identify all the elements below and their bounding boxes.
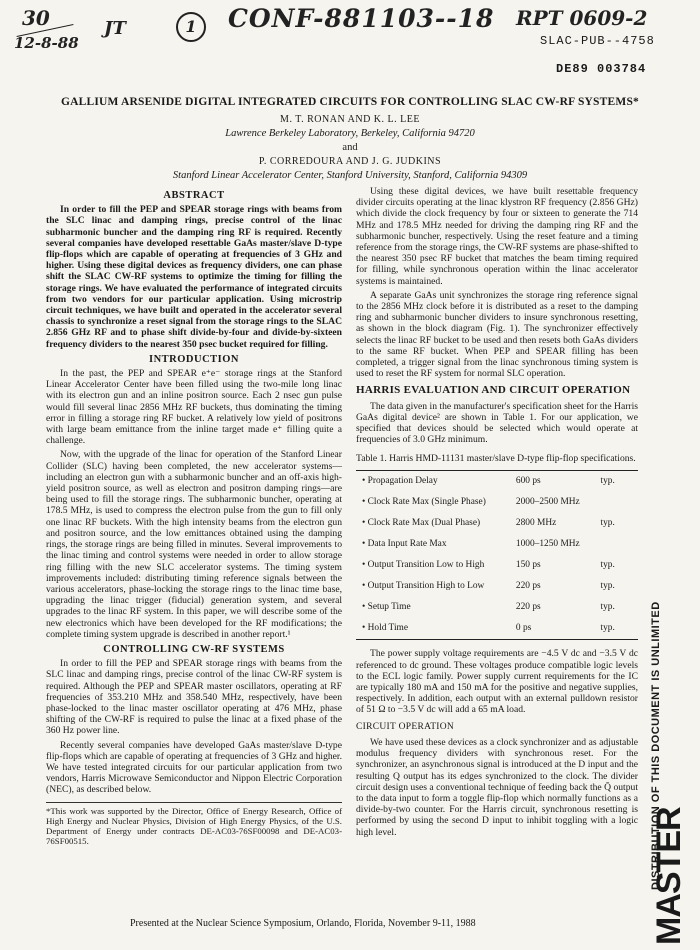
introduction-heading: INTRODUCTION <box>148 353 239 365</box>
table-row <box>356 471 638 493</box>
report-stamp: RPT 0609-2 <box>516 6 648 30</box>
table-unit-cell: typ. <box>600 581 615 592</box>
table-param-cell: • Setup Time <box>362 602 411 613</box>
left-column <box>46 186 342 846</box>
table-unit-cell <box>599 492 638 513</box>
harris-heading: HARRIS EVALUATION AND CIRCUIT OPERATION <box>356 384 631 397</box>
footnote: *This work was supported by the Director, Office of Energy Research, Office of High Energy and Nuclear Physics, Division of High Energy Physics, of the U.S. Department of Energy under contracts DE-AC03-76SF00098 and DE-AC03-76SF00515. <box>46 802 342 846</box>
table-unit-cell <box>599 534 638 555</box>
right-paragraph-3: The data given in the manufacturer's specification sheet for the Harris GaAs digital device² are shown in Table 1. For our application, we specified that devices should be selected which would operate at frequencies of 3.0 GHz minimum. <box>356 400 638 446</box>
table-value-cell: 220 ps <box>515 602 541 613</box>
table-param-cell: • Output Transition Low to High <box>362 560 485 571</box>
table-value-cell: 1000–1250 MHz <box>515 539 580 550</box>
table-caption: Table 1. Harris HMD-11131 master/slave D-type flip-flop specifications. <box>356 453 636 465</box>
right-paragraph-2: A separate GaAs unit synchronizes the storage ring reference signal to the 2856 MHz clock before it is distributed as a reset to the damping ring and subharmonic buncher dividers to insure synchronous resetting, as shown in the block diagram (Fig. 1). The synchronizer effectively selects the linac RF bucket to be used and then resets both GaAs dividers to the same RF bucket. When PEP and SPEAR filling has been completed, a trigger signal from the linac synchronous timing system is used to reset the RF system for normal SLC operation. <box>356 289 638 380</box>
handwritten-circled-number: 1 <box>176 12 206 42</box>
right-paragraph-5: We have used these devices as a clock synchronizer and as adjustable modulus frequency dividers with synchronous reset. For the synchronizer, an asynchronous signal is introduced at the D input and the resulting Q output has its edges synchronized to the clock. The divider circuit design uses a conventional technique of feeding back the Q̄ output to the data input to form a toggle flip-flop which normally functions as a divide-by-two counter. For the Harris circuit, synchronous resetting is performed by using the second D input to inhibit toggling with a logic high level. <box>356 736 638 838</box>
intro-paragraph-1: In the past, the PEP and SPEAR e⁺e⁻ storage rings at the Stanford Linear Accelerator Center have been filled using the two-mile long linac with its electron gun and an inline positron source. Each 2 nsec gun pulse would fill several linac 2856 MHz RF buckets, thus dominating the timing error in filling a storage ring RF bucket. A relatively low yield of positrons with large beam emittance from the inline target made e⁺ filling quite a challenge. <box>46 368 342 447</box>
table-value-cell: 0 ps <box>514 618 599 640</box>
handwritten-conf-number: CONF-881103--18 <box>228 4 495 33</box>
abstract-heading: ABSTRACT <box>163 190 225 201</box>
footer-presented-at: Presented at the Nuclear Science Symposium, Orlando, Florida, November 9-11, 1988 <box>130 918 476 929</box>
table-value-cell: 150 ps <box>515 560 541 571</box>
handwritten-date-top: 30 <box>22 6 50 30</box>
table-param-cell: • Data Input Rate Max <box>362 539 447 550</box>
table-param-cell: • Clock Rate Max (Single Phase) <box>362 497 486 508</box>
right-paragraph-4: The power supply voltage requirements are −4.5 V dc and −3.5 V dc referenced to dc ground. These voltages produce compatible logic levels to the ECL logic family. Power supply current requirements for the IC are typically 180 mA and 150 mA for the positive and negative supplies, respectively. In addition, each output with an external pulldown resistor of 51 Ω to −3.5 V dc will add a 65 mA load. <box>356 648 638 716</box>
handwritten-date-bottom: 12-8-88 <box>14 34 79 52</box>
controlling-paragraph-1: In order to fill the PEP and SPEAR storage rings with beams from the SLC linac and damping rings, precise control of the linac CW-RF system is required. Although the PEP and SPEAR master oscillators, operating at RF frequencies of 353.210 MHz and 358.540 MHz, respectively, have been phase-locked to the linac master oscillator operating at 476 MHz, phase shifting of the CW-RF is required to pulse the linac at a fixed phase of the 360 Hz power line. <box>46 658 342 737</box>
table-row <box>356 534 638 555</box>
authors-and: and <box>342 142 358 153</box>
table-param-cell: • Hold Time <box>356 618 514 640</box>
table-row <box>356 555 638 576</box>
table-unit-cell: typ. <box>599 618 638 640</box>
table-row <box>356 513 638 534</box>
right-column <box>356 186 638 841</box>
affiliation-1: Lawrence Berkeley Laboratory, Berkeley, California 94720 <box>225 128 475 139</box>
table-value-cell: 220 ps <box>515 581 541 592</box>
paper-title: GALLIUM ARSENIDE DIGITAL INTEGRATED CIRCUITS FOR CONTROLLING SLAC CW-RF SYSTEMS* <box>60 96 639 108</box>
table-value-cell: 2800 MHz <box>515 518 557 529</box>
controlling-heading: CONTROLLING CW-RF SYSTEMS <box>103 643 285 655</box>
table-param-cell: • Propagation Delay <box>356 471 514 493</box>
handwritten-initials: JT <box>104 18 126 39</box>
circuit-operation-heading: CIRCUIT OPERATION <box>356 721 455 732</box>
authors-line-2: P. CORREDOURA AND J. G. JUDKINS <box>258 156 442 167</box>
right-paragraph-1: Using these digital devices, we have built resettable frequency divider circuits operating at the linac klystron RF frequency (2.856 GHz) which divide the clock frequency by four or sixteen to generate the 714 MHz and 178.5 MHz needed for driving the damping ring RF and the subharmonic buncher, respectively. Using the reset feature and a timing reference from the storage rings, the CW-RF systems are phase-shifted to the nearest 350 psec RF bucket that matches the beam timing required for filling, while synchronous operation within the linac accelerator systems is maintained. <box>356 186 638 287</box>
de-number: DE89 003784 <box>556 62 647 76</box>
table-param-cell: • Clock Rate Max (Dual Phase) <box>362 518 481 529</box>
distribution-stamp: DISTRIBUTION OF THIS DOCUMENT IS UNLIMITED <box>650 601 662 890</box>
table-unit-cell: typ. <box>599 471 638 493</box>
authors-line-1: M. T. RONAN AND K. L. LEE <box>280 114 420 125</box>
controlling-paragraph-2: Recently several companies have developed GaAs master/slave D-type flip-flops which are capable of operating at frequencies of 3 GHz and higher. We have tested integrated circuits for our particular application from two vendors, Harris Microwave Semiconductor and Nippon Electric Corporation (NEC), as described below. <box>46 739 342 796</box>
table-row <box>356 618 638 640</box>
table-value-cell: 2000–2500 MHz <box>515 497 580 508</box>
table-unit-cell: typ. <box>600 518 615 529</box>
table-unit-cell: typ. <box>600 560 615 571</box>
master-stamp: MASTER <box>650 807 688 945</box>
table-row <box>356 492 638 513</box>
table-param-cell: • Output Transition High to Low <box>362 581 485 592</box>
intro-paragraph-2: Now, with the upgrade of the linac for operation of the Stanford Linear Collider (SLC) having been completed, the new accelerator systems—including an electron gun with a subharmonic buncher and an off-axis high-yield positron source, as well as electron and positron damping rings—are being used to fill the storage rings. The subharmonic buncher, operating at 178.5 MHz, is used to compress the electron pulse from the gun to fill only one linac RF buckets. With the high intensity beams from the electron gun and positron source, and the low emittances obtained using the damping rings, the storage rings are being filled in minutes. Several improvements to the linac timing and control systems were needed in order to allow storage ring filling with the new SLC accelerator systems. The timing system improvements included: distributing timing reference signals between the various accelerators, phase-locking the storage rings to the linac time base, upgrading the linac trigger (fiducial) generation system, and several upgrades to the linac RF system. In this paper, we will describe some of the new electronics which have been developed for the RF modifications; the complete timing system upgrade is described in another report.¹ <box>46 449 342 640</box>
slac-pub-number: SLAC-PUB--4758 <box>540 34 655 48</box>
affiliation-2: Stanford Linear Accelerator Center, Stanford University, Stanford, California 94309 <box>172 170 528 181</box>
spec-table <box>356 470 638 640</box>
table-row <box>356 597 638 618</box>
table-unit-cell: typ. <box>600 602 615 613</box>
abstract-text: In order to fill the PEP and SPEAR storage rings with beams from the SLC linac and damping rings, precise control of the linac subharmonic buncher and the damping ring RF is required. Recently several companies have developed resettable GaAs master/slave D-type flip-flops which are capable of operating at frequencies of 3 GHz and higher. Using these digital devices as frequency dividers, one can phase shift the SLAC CW-RF systems to optimize the timing for filling the storage rings. We have evaluated the performance of integrated circuits from two vendors for our particular application. Using microstrip circuit techniques, we have built and operated in the accelerator several chassis to synchronize a reset signal from the storage rings to the SLAC 2.856 GHz RF and to phase shift divide-by-four and divide-by-sixteen frequency dividers to the nearest 350 psec bucket required for filling. <box>46 204 342 350</box>
table-value-cell: 600 ps <box>514 471 599 493</box>
table-row <box>356 576 638 597</box>
